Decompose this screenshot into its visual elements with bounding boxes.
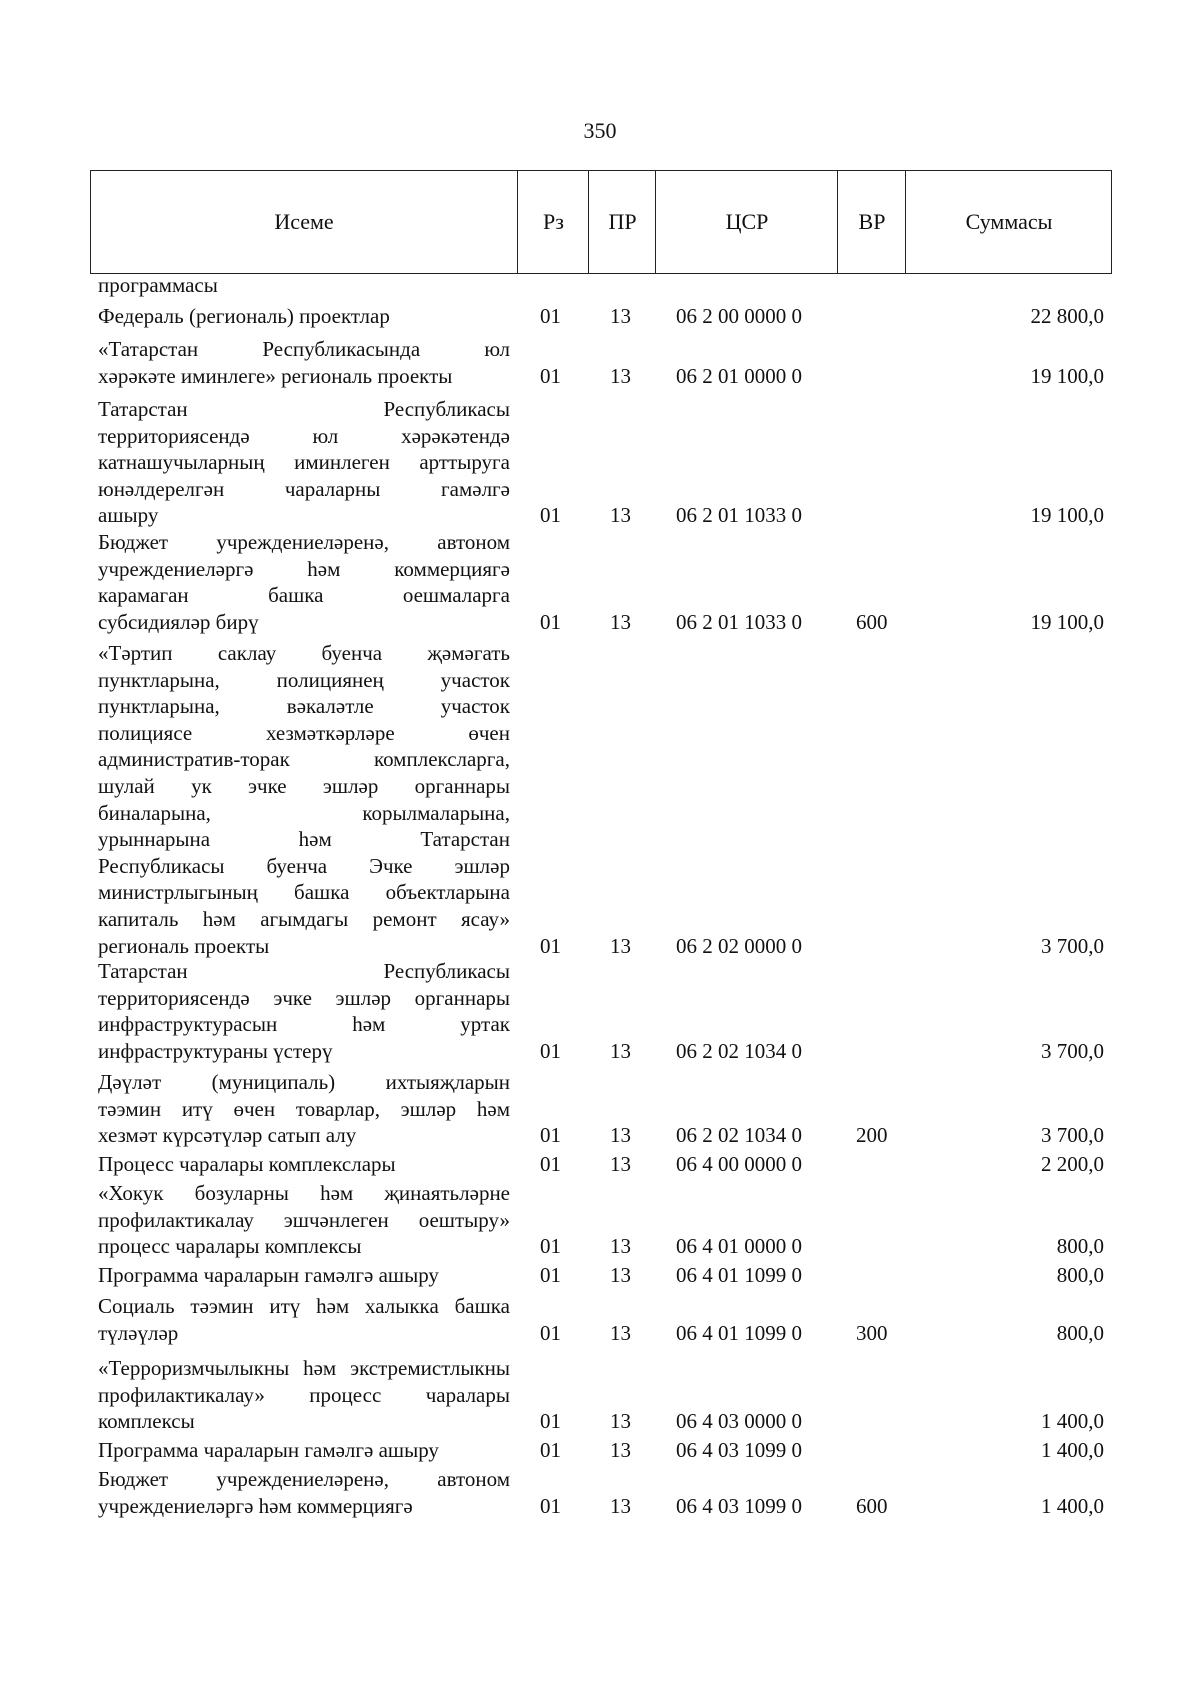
row-name-line: тәэмин итү өчен товарлар, эшләр һәм — [98, 1096, 510, 1121]
header-pr: ПР — [588, 171, 656, 273]
table-row — [0, 1151, 1200, 1178]
row-name-line: юнәлдерелгән чараларны гамәлгә — [98, 476, 510, 501]
table-row — [0, 1069, 1200, 1149]
row-name-line: территориясендә эчке эшләр органнары — [98, 985, 510, 1010]
row-name — [98, 1466, 510, 1519]
row-csr: 06 4 01 1099 0 — [676, 1263, 802, 1287]
header-name: Исеме — [274, 209, 334, 234]
row-name-line: полициясе хезмәткәрләре өчен — [98, 720, 510, 745]
row-csr: 06 2 01 0000 0 — [676, 363, 802, 388]
row-csr: 06 2 00 0000 0 — [676, 304, 802, 328]
header-rz: Рз — [517, 171, 589, 273]
row-csr: 06 4 01 1099 0 — [676, 1320, 802, 1345]
row-name-line: учреждениеләргә һәм коммерциягә — [98, 1493, 413, 1518]
row-sum: 1 400,0 — [1041, 1438, 1104, 1462]
row-csr: 06 4 00 0000 0 — [676, 1152, 802, 1176]
table-row — [0, 396, 1200, 529]
row-rz: 01 — [540, 363, 561, 388]
row-rz: 01 — [540, 503, 561, 528]
header-sum: Суммасы — [905, 171, 1112, 273]
row-name — [98, 1180, 510, 1260]
table-row — [0, 336, 1200, 389]
row-name — [98, 1437, 510, 1464]
row-name — [98, 336, 510, 389]
row-pr: 13 — [610, 1493, 631, 1518]
row-rz: 01 — [540, 304, 561, 328]
row-name-line: учреждениеләргә һәм коммерциягә — [98, 556, 510, 581]
row-name-line: хезмәт күрсәтүләр сатып алу — [98, 1123, 357, 1148]
row-pr: 13 — [610, 1409, 631, 1434]
row-name — [98, 529, 510, 635]
row-pr: 13 — [610, 1038, 631, 1063]
row-pr: 13 — [610, 1320, 631, 1345]
header-vr: ВР — [837, 171, 906, 273]
page-number: 350 — [583, 118, 617, 143]
row-name-line: профилактикалау эшчәнлеген оештыру» — [98, 1207, 510, 1232]
row-pr: 13 — [610, 1234, 631, 1259]
row-name-line: Татарстан Республикасы — [98, 959, 510, 983]
row-sum: 22 800,0 — [1030, 304, 1104, 328]
row-pr: 13 — [610, 1152, 631, 1176]
row-csr: 06 2 02 0000 0 — [676, 933, 802, 958]
row-name — [98, 303, 510, 330]
row-name-line: «Хокук бозуларны һәм җинаятьләрне — [98, 1181, 510, 1205]
row-csr: 06 4 01 0000 0 — [676, 1234, 802, 1259]
table-row — [0, 1437, 1200, 1464]
row-pr: 13 — [610, 1438, 631, 1462]
row-sum: 2 200,0 — [1041, 1152, 1104, 1176]
row-rz: 01 — [540, 1152, 561, 1176]
row-name-line: Татарстан Республикасы — [98, 397, 510, 421]
row-name-line: катнашучыларның иминлеген арттыруга — [98, 450, 510, 475]
row-csr: 06 4 03 1099 0 — [676, 1493, 802, 1518]
row-vr: 600 — [856, 609, 888, 634]
row-name — [98, 958, 510, 1064]
row-name-line: Федераль (региональ) проектлар — [98, 304, 390, 328]
table-row — [0, 1262, 1200, 1289]
row-name-line: Процесс чаралары комплекслары — [98, 1152, 396, 1176]
row-sum: 3 700,0 — [1041, 1038, 1104, 1063]
row-name-line: «Терроризмчылыкны һәм экстремистлыкны — [98, 1356, 510, 1380]
row-name — [98, 1355, 510, 1435]
row-pr: 13 — [610, 503, 631, 528]
row-name-line: Республикасы буенча Эчке эшләр — [98, 853, 510, 878]
row-rz: 01 — [540, 1320, 561, 1345]
row-name-line: программасы — [98, 273, 218, 297]
table-row — [0, 640, 1200, 959]
row-name-line: шулай ук эчке эшләр органнары — [98, 773, 510, 798]
row-name-line: Бюджет учреждениеләренә, автоном — [98, 530, 510, 554]
row-vr: 200 — [856, 1123, 888, 1148]
row-sum: 1 400,0 — [1041, 1409, 1104, 1434]
row-name-line: профилактикалау» процесс чаралары — [98, 1382, 510, 1407]
row-rz: 01 — [540, 1409, 561, 1434]
row-name-line: комплексы — [98, 1409, 195, 1434]
row-csr: 06 2 01 1033 0 — [676, 503, 802, 528]
row-sum: 3 700,0 — [1041, 1123, 1104, 1148]
row-name — [98, 1293, 510, 1346]
row-name — [98, 1262, 510, 1289]
table-header — [90, 170, 1112, 274]
row-name-line: субсидияләр бирү — [98, 609, 259, 634]
row-csr: 06 2 02 1034 0 — [676, 1123, 802, 1148]
row-csr: 06 4 03 1099 0 — [676, 1438, 802, 1462]
row-name-line: процесс чаралары комплексы — [98, 1234, 362, 1259]
table-row — [0, 1293, 1200, 1346]
table-row — [0, 529, 1200, 635]
row-pr: 13 — [610, 933, 631, 958]
row-name-line: карамаган башка оешмаларга — [98, 583, 510, 608]
table-row — [0, 1355, 1200, 1435]
row-vr: 600 — [856, 1493, 888, 1518]
table-row — [0, 1180, 1200, 1260]
row-sum: 19 100,0 — [1030, 503, 1104, 528]
row-csr: 06 2 01 1033 0 — [676, 609, 802, 634]
row-rz: 01 — [540, 1038, 561, 1063]
row-rz: 01 — [540, 609, 561, 634]
row-csr: 06 2 02 1034 0 — [676, 1038, 802, 1063]
row-name — [98, 1151, 510, 1178]
row-sum: 1 400,0 — [1041, 1493, 1104, 1518]
row-sum: 800,0 — [1056, 1320, 1104, 1345]
row-sum: 800,0 — [1056, 1234, 1104, 1259]
table-row — [0, 303, 1200, 330]
row-name-line: Бюджет учреждениеләренә, автоном — [98, 1467, 510, 1491]
row-name — [98, 396, 510, 529]
row-vr: 300 — [856, 1320, 888, 1345]
row-name-line: административ-торак комплексларга, — [98, 747, 510, 772]
row-name-line: Программа чараларын гамәлгә ашыру — [98, 1263, 439, 1287]
row-rz: 01 — [540, 1263, 561, 1287]
row-name-line: биналарына, корылмаларына, — [98, 800, 510, 825]
row-pr: 13 — [610, 1123, 631, 1148]
row-name — [98, 640, 510, 959]
row-name — [98, 1069, 510, 1149]
row-name-line: капиталь һәм агымдагы ремонт ясау» — [98, 906, 510, 931]
table-row — [0, 1466, 1200, 1519]
row-rz: 01 — [540, 1123, 561, 1148]
row-pr: 13 — [610, 304, 631, 328]
row-name-line: инфраструктураны үстерү — [98, 1038, 333, 1063]
row-sum: 3 700,0 — [1041, 933, 1104, 958]
row-name-line: урыннарына һәм Татарстан — [98, 827, 510, 852]
row-name-line: региональ проекты — [98, 933, 270, 958]
header-csr: ЦСР — [655, 171, 838, 273]
row-rz: 01 — [540, 933, 561, 958]
row-rz: 01 — [540, 1493, 561, 1518]
row-name-line: «Тәртип саклау буенча җәмәгать — [98, 641, 510, 665]
row-sum: 19 100,0 — [1030, 363, 1104, 388]
row-name-line: территориясендә юл хәрәкәтендә — [98, 423, 510, 448]
row-name-line: пунктларына, вәкаләтле участок — [98, 694, 510, 719]
row-pr: 13 — [610, 363, 631, 388]
row-name-line: хәрәкәте иминлеге» региональ проекты — [98, 363, 453, 388]
row-name — [98, 272, 510, 299]
row-pr: 13 — [610, 1263, 631, 1287]
row-name-line: инфраструктурасын һәм уртак — [98, 1012, 510, 1037]
table-row — [0, 958, 1200, 1064]
row-name-line: түләүләр — [98, 1320, 179, 1345]
row-csr: 06 4 03 0000 0 — [676, 1409, 802, 1434]
row-name-line: Дәүләт (муниципаль) ихтыяҗларын — [98, 1070, 510, 1094]
row-rz: 01 — [540, 1234, 561, 1259]
row-name-line: пунктларына, полициянең участок — [98, 667, 510, 692]
row-name-line: Социаль тәэмин итү һәм халыкка башка — [98, 1294, 510, 1318]
row-name-line: Программа чараларын гамәлгә ашыру — [98, 1438, 439, 1462]
row-name-line: ашыру — [98, 503, 159, 528]
row-name-line: «Татарстан Республикасында юл — [98, 337, 510, 361]
row-sum: 800,0 — [1056, 1263, 1104, 1287]
table-row — [0, 272, 1200, 299]
row-sum: 19 100,0 — [1030, 609, 1104, 634]
row-pr: 13 — [610, 609, 631, 634]
row-rz: 01 — [540, 1438, 561, 1462]
row-name-line: министрлыгының башка объектларына — [98, 880, 510, 905]
